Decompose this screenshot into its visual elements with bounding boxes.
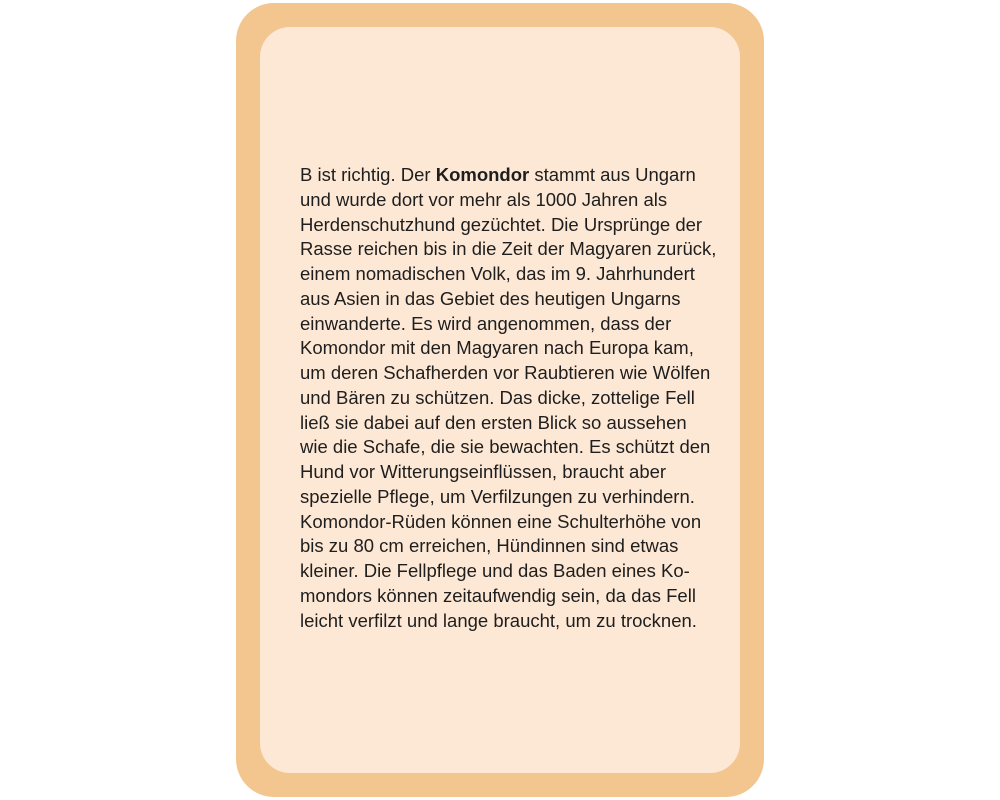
answer-line: einem nomadischen Volk, das im 9. Jahrhundert bbox=[300, 263, 695, 284]
answer-line: leicht verfilzt und lange braucht, um zu trocknen. bbox=[300, 609, 697, 631]
answer-line: aus Asien in das Gebiet des heutigen Ungarns bbox=[300, 287, 681, 309]
quiz-card bbox=[236, 3, 764, 797]
answer-line: Komondor-Rüden können eine Schulterhöhe von bbox=[300, 510, 702, 532]
answer-line: spezielle Pflege, um Verfilzungen zu verhindern. bbox=[300, 485, 695, 507]
answer-intro: B ist richtig. Der bbox=[300, 164, 436, 185]
answer-line: Herdenschutzhund gezüchtet. Die Ursprünge der bbox=[300, 213, 703, 235]
answer-line: und Bären zu schützen. Das dicke, zottelige Fell bbox=[300, 386, 695, 408]
answer-line: Rasse reichen bis in die Zeit der Magyaren zurück, bbox=[300, 238, 717, 260]
answer-intro-rest: stammt aus Ungarn bbox=[529, 164, 696, 185]
answer-line: kleiner. Die Fellpflege und das Baden eines Ko- bbox=[300, 560, 690, 581]
answer-line: bis zu 80 cm erreichen, Hündinnen sind etwas bbox=[300, 535, 679, 557]
answer-line: einwanderte. Es wird angenommen, dass der bbox=[300, 312, 672, 334]
answer-line: Komondor mit den Magyaren nach Europa kam, bbox=[300, 337, 694, 359]
card-panel bbox=[260, 27, 740, 773]
answer-line: Hund vor Witterungseinflüssen, braucht aber bbox=[300, 461, 667, 482]
answer-line: um deren Schafherden vor Raubtieren wie Wölfen bbox=[300, 362, 711, 383]
answer-line bbox=[300, 163, 760, 188]
breed-name: Komondor bbox=[435, 164, 530, 185]
answer-line: und wurde dort vor mehr als 1000 Jahren als bbox=[300, 188, 668, 210]
answer-text bbox=[300, 163, 760, 633]
answer-line: ließ sie dabei auf den ersten Blick so aussehen bbox=[300, 411, 687, 433]
answer-line: wie die Schafe, die sie bewachten. Es schützt den bbox=[300, 436, 711, 458]
answer-line: mondors können zeitaufwendig sein, da das Fell bbox=[300, 584, 696, 606]
